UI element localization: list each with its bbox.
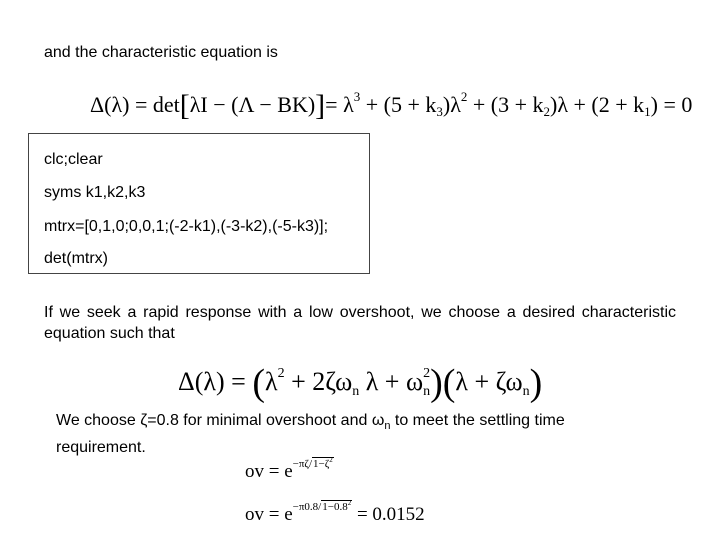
- eq1-sub-3: 3: [436, 104, 443, 119]
- eq1-bracket-inner: λI − (Λ − BK): [189, 92, 316, 117]
- overshoot-value: [245, 500, 425, 524]
- eq3-exp-pow: 2: [329, 456, 333, 464]
- zeta-choice-text: [56, 410, 656, 459]
- code-line: clc;clear: [44, 151, 103, 168]
- eq3-lhs: ov = e: [245, 461, 293, 482]
- code-line: mtrx=[0,1,0;0,0,1;(-2-k1),(-3-k2),(-5-k3)];: [44, 218, 329, 235]
- eq1-lhs: Δ(λ) = det: [90, 92, 180, 117]
- choose-sub-n: n: [384, 420, 391, 433]
- overshoot-paragraph: If we seek a rapid response with a low overshoot, we choose a desired characteristic equation such that: [44, 304, 676, 342]
- eq2-sub-n3: n: [522, 384, 530, 399]
- choose-text-b: to meet the settling time requirement.: [56, 412, 565, 457]
- eq3-exp-root: 1−ζ: [313, 458, 330, 470]
- intro-text: and the characteristic equation is: [44, 44, 278, 61]
- eq2-sub-n1: n: [352, 384, 360, 399]
- eq2-term-c: + 2ζω: [291, 367, 353, 396]
- choose-text-a: We choose ζ=0.8 for minimal overshoot and ω: [56, 412, 385, 429]
- eq1-term-1: + (5 + k: [365, 92, 437, 117]
- eq1-sub-2: 2: [543, 104, 551, 119]
- eq4-exp-root: 1−0.8: [322, 501, 348, 513]
- eq1-rhs-start: = λ: [325, 92, 354, 117]
- eq4-result: = 0.0152: [356, 504, 425, 525]
- eq3-exp-a: −πζ/: [292, 458, 313, 470]
- eq1-power-2: 2: [460, 89, 468, 104]
- code-box: [28, 133, 370, 274]
- eq2-term-e: λ + ζω: [455, 367, 523, 396]
- characteristic-equation: $\Delta(\lambda) = \det[\lambda I - (\Lambda - BK)]= \lambda^3 + (5 + k_3)\lambda^2 + (3 + k_2)\lambda + (2 + k_1) = 0$: [90, 89, 693, 122]
- eq2-power-2b: 2: [423, 366, 431, 381]
- eq2-sub-n2: n: [423, 384, 431, 399]
- eq1-term-2: )λ: [442, 92, 461, 117]
- eq2-power-2: 2: [277, 366, 285, 381]
- eq1-power-3: 3: [353, 89, 361, 104]
- overshoot-formula: [245, 457, 334, 481]
- eq2-lambda: λ: [264, 367, 278, 396]
- code-line: syms k1,k2,k3: [44, 184, 146, 201]
- eq1-term-5: ) = 0: [650, 92, 693, 117]
- eq4-lhs: ov = e: [245, 504, 293, 525]
- eq2-lhs: Δ(λ) =: [178, 367, 246, 396]
- eq4-exp-pow: 2: [347, 499, 352, 507]
- eq4-exp-a: −π0.8/: [292, 501, 322, 513]
- eq2-term-d: λ + ω: [365, 367, 424, 396]
- eq1-sub-1: 1: [644, 104, 651, 119]
- desired-characteristic-equation: $\Delta(\lambda) = (\lambda^2 + 2\zeta\omega_n$ $\lambda + \omega^2_n)(\lambda + \zeta\omega_n)$: [178, 362, 543, 404]
- code-line: det(mtrx): [44, 250, 108, 267]
- eq1-term-4: )λ + (2 + k: [550, 92, 645, 117]
- eq1-term-3: + (3 + k: [472, 92, 544, 117]
